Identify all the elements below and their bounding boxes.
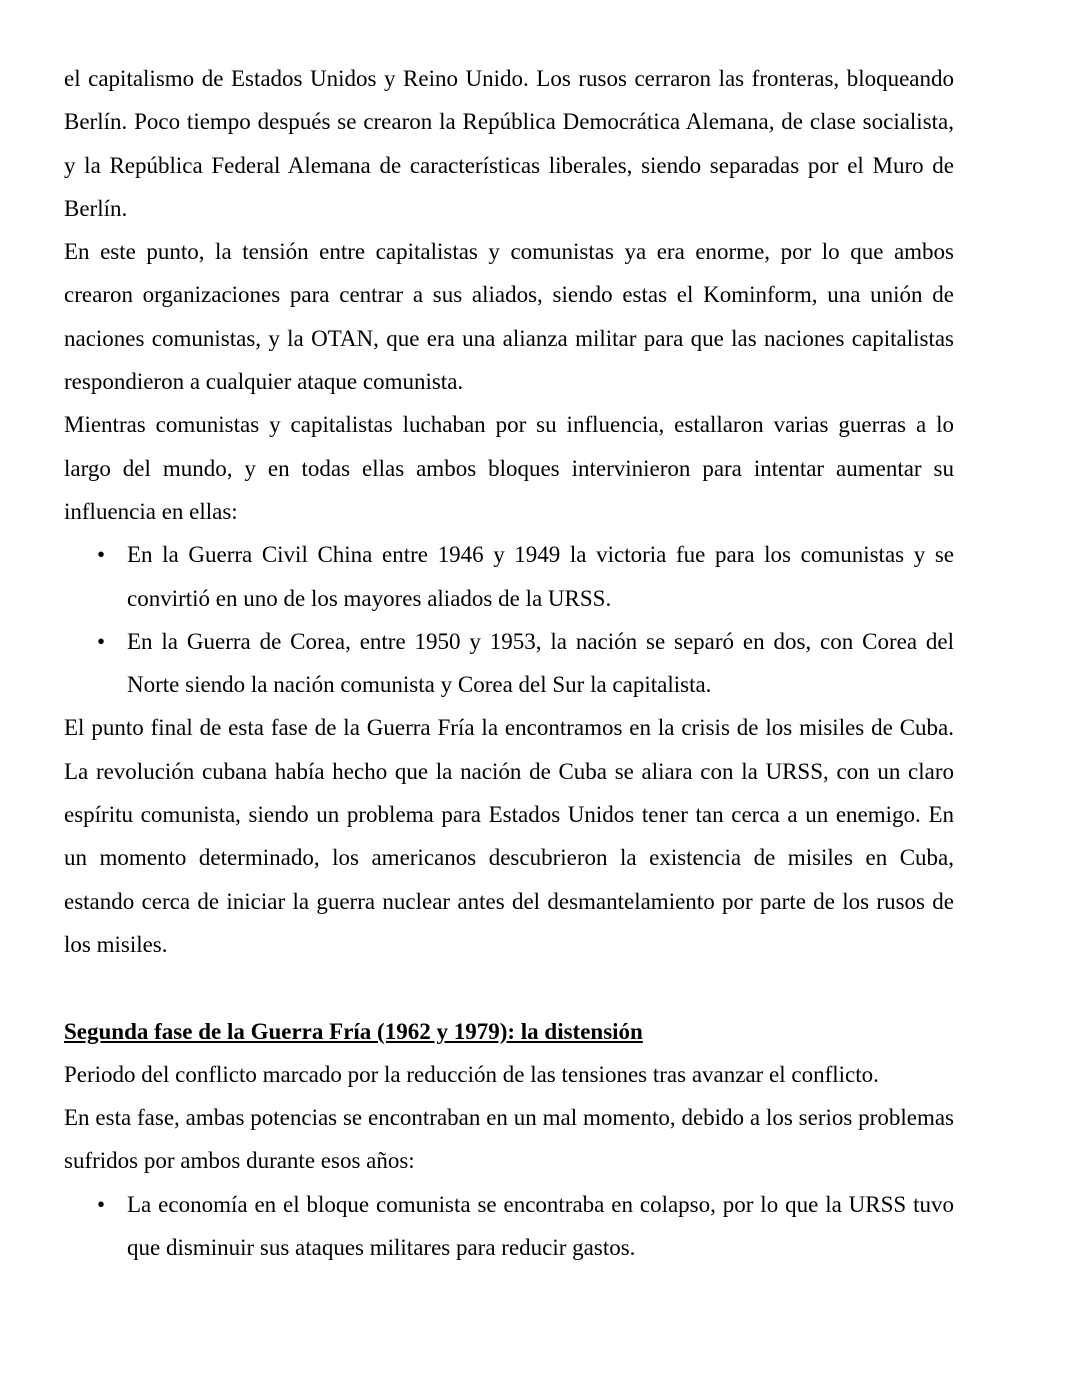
list-item: [97, 620, 954, 707]
bullet-icon: •: [97, 1191, 106, 1217]
paragraph: Mientras comunistas y capitalistas luchaban por su influencia, estallaron varias guerras a lo largo del mundo, y en todas ellas ambos bloques intervinieron para intentar aumentar su influencia en ellas:: [64, 412, 954, 524]
paragraph: En esta fase, ambas potencias se encontraban en un mal momento, debido a los serios problemas sufridos por ambos durante esos años:: [64, 1105, 954, 1174]
list-item-text: En la Guerra Civil China entre 1946 y 1949 la victoria fue para los comunistas y se convirtió en uno de los mayores aliados de la URSS.: [127, 542, 954, 611]
bullet-icon: •: [97, 628, 106, 654]
document-page: [64, 57, 954, 1269]
paragraph: El punto final de esta fase de la Guerra Fría la encontramos en la crisis de los misiles de Cuba. La revolución cubana había hecho que la nación de Cuba se aliara con la URSS, con un claro espíritu comunista, siendo un problema para Estados Unidos tener tan cerca a un enemigo. En un momento determinado, los americanos descubrieron la existencia de misiles en Cuba, estando cerca de iniciar la guerra nuclear antes del desmantelamiento por parte de los rusos de los misiles.: [64, 715, 954, 957]
paragraph: el capitalismo de Estados Unidos y Reino Unido. Los rusos cerraron las fronteras, bloqueando Berlín. Poco tiempo después se crearon la República Democrática Alemana, de clase socialista, y la República Federal Alemana de características liberales, siendo separadas por el Muro de Berlín.: [64, 66, 954, 221]
bullet-list: [64, 1183, 954, 1270]
list-item: [97, 533, 954, 620]
bullet-icon: •: [97, 542, 106, 568]
section-heading: Segunda fase de la Guerra Fría (1962 y 1979): la distensión: [64, 1018, 643, 1044]
paragraph: Periodo del conflicto marcado por la reducción de las tensiones tras avanzar el conflicto.: [64, 1061, 879, 1087]
paragraph: En este punto, la tensión entre capitalistas y comunistas ya era enorme, por lo que ambos crearon organizaciones para centrar a sus aliados, siendo estas el Kominform, una unión de naciones comunistas, y la OTAN, que era una alianza militar para que las naciones capitalistas respondieron a cualquier ataque comunista.: [64, 239, 954, 395]
list-item: [97, 1183, 954, 1270]
list-item-text: La economía en el bloque comunista se encontraba en colapso, por lo que la URSS tuvo que disminuir sus ataques militares para reducir gastos.: [127, 1191, 954, 1261]
list-item-text: En la Guerra de Corea, entre 1950 y 1953, la nación se separó en dos, con Corea del Norte siendo la nación comunista y Corea del Sur la capitalista.: [127, 628, 954, 698]
bullet-list: [64, 533, 954, 706]
